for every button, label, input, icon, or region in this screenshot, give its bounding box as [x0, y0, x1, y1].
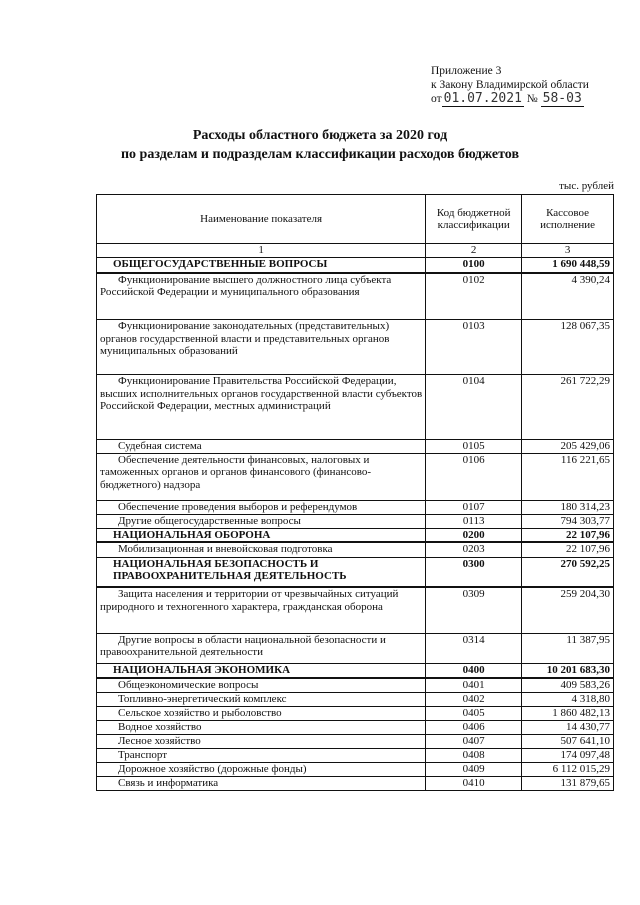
table-row: [97, 273, 614, 320]
column-number-row: [97, 244, 614, 258]
appendix-line-1: Приложение 3: [431, 65, 502, 77]
row-name-cell: Водное хозяйство: [97, 720, 426, 734]
row-value-cell: 174 097,48: [522, 748, 614, 762]
row-value-cell: 10 201 683,30: [522, 663, 614, 678]
table-row: [97, 500, 614, 514]
row-value-cell: 409 583,26: [522, 678, 614, 692]
row-code-cell: 0104: [426, 375, 522, 440]
row-name-cell: Транспорт: [97, 748, 426, 762]
row-code-cell: 0107: [426, 500, 522, 514]
header-row: [97, 195, 614, 244]
section-row: [97, 258, 614, 273]
table-row: [97, 748, 614, 762]
row-code-cell: 0100: [426, 258, 522, 273]
table-row: [97, 762, 614, 776]
row-value-cell: 259 204,30: [522, 587, 614, 633]
table-body: [97, 258, 614, 791]
row-code-cell: 0401: [426, 678, 522, 692]
row-value-cell: 22 107,96: [522, 528, 614, 542]
table-row: [97, 776, 614, 790]
row-code-cell: 0106: [426, 453, 522, 500]
table-row: [97, 587, 614, 633]
row-value-cell: 1 690 448,59: [522, 258, 614, 273]
appendix-line-2: к Закону Владимирской области: [431, 79, 589, 91]
row-value-cell: 116 221,65: [522, 453, 614, 500]
row-name-cell: Защита населения и территории от чрезвычайных ситуаций природного и техногенного характера, гражданская оборона: [97, 587, 426, 633]
row-name-cell: Функционирование законодательных (представительных) органов государственной власти и представительных органов муниципальных образований: [97, 320, 426, 375]
row-name-cell: Другие вопросы в области национальной безопасности и правоохранительной деятельности: [97, 633, 426, 663]
table-row: [97, 542, 614, 557]
row-name-cell: НАЦИОНАЛЬНАЯ ОБОРОНА: [97, 528, 426, 542]
row-code-cell: 0113: [426, 514, 522, 528]
row-value-cell: 261 722,29: [522, 375, 614, 440]
row-code-cell: 0309: [426, 587, 522, 633]
column-number-3: 3: [522, 244, 614, 258]
row-value-cell: 4 318,80: [522, 692, 614, 706]
row-code-cell: 0200: [426, 528, 522, 542]
table-row: [97, 720, 614, 734]
section-row: [97, 557, 614, 587]
row-value-cell: 794 303,77: [522, 514, 614, 528]
budget-table: [96, 194, 614, 791]
row-code-cell: 0410: [426, 776, 522, 790]
column-number-2: 2: [426, 244, 522, 258]
row-value-cell: 14 430,77: [522, 720, 614, 734]
table-row: [97, 633, 614, 663]
row-code-cell: 0409: [426, 762, 522, 776]
row-name-cell: Мобилизационная и вневойсковая подготовка: [97, 542, 426, 557]
section-row: [97, 663, 614, 678]
table-row: [97, 440, 614, 454]
table-row: [97, 678, 614, 692]
row-name-cell: Дорожное хозяйство (дорожные фонды): [97, 762, 426, 776]
row-code-cell: 0406: [426, 720, 522, 734]
row-value-cell: 270 592,25: [522, 557, 614, 587]
row-name-cell: Судебная система: [97, 440, 426, 454]
row-name-cell: Функционирование Правительства Российской Федерации, высших исполнительных органов государственной власти субъектов Российской Федерации, местных администраций: [97, 375, 426, 440]
row-code-cell: 0300: [426, 557, 522, 587]
header-name: Наименование показателя: [97, 195, 426, 244]
row-value-cell: 507 641,10: [522, 734, 614, 748]
row-code-cell: 0407: [426, 734, 522, 748]
row-value-cell: 1 860 482,13: [522, 706, 614, 720]
row-code-cell: 0400: [426, 663, 522, 678]
table-row: [97, 734, 614, 748]
appendix-date: 01.07.2021: [443, 91, 522, 106]
appendix-number: 58-03: [542, 91, 582, 106]
units-label: тыс. рублей: [559, 180, 614, 192]
row-code-cell: 0408: [426, 748, 522, 762]
title-line-1: Расходы областного бюджета за 2020 год: [192, 128, 448, 143]
section-row: [97, 528, 614, 542]
row-value-cell: 128 067,35: [522, 320, 614, 375]
row-name-cell: Обеспечение проведения выборов и референдумов: [97, 500, 426, 514]
row-code-cell: 0203: [426, 542, 522, 557]
table-row: [97, 375, 614, 440]
row-code-cell: 0314: [426, 633, 522, 663]
header-code: Код бюджетной классификации: [426, 195, 522, 244]
column-number-1: 1: [97, 244, 426, 258]
table-row: [97, 320, 614, 375]
row-name-cell: НАЦИОНАЛЬНАЯ ЭКОНОМИКА: [97, 663, 426, 678]
row-value-cell: 6 112 015,29: [522, 762, 614, 776]
row-name-cell: Лесное хозяйство: [97, 734, 426, 748]
appendix-prefix: от: [431, 93, 442, 105]
table-row: [97, 706, 614, 720]
row-name-cell: Связь и информатика: [97, 776, 426, 790]
row-name-cell: ОБЩЕГОСУДАРСТВЕННЫЕ ВОПРОСЫ: [97, 258, 426, 273]
row-name-cell: Общеэкономические вопросы: [97, 678, 426, 692]
row-code-cell: 0402: [426, 692, 522, 706]
table-row: [97, 514, 614, 528]
row-value-cell: 205 429,06: [522, 440, 614, 454]
row-value-cell: 180 314,23: [522, 500, 614, 514]
title-line-2: по разделам и подразделам классификации расходов бюджетов: [120, 147, 520, 162]
number-sign: №: [526, 93, 538, 105]
row-name-cell: Обеспечение деятельности финансовых, налоговых и таможенных органов и органов финансового (финансово-бюджетного) надзора: [97, 453, 426, 500]
row-name-cell: Функционирование высшего должностного лица субъекта Российской Федерации и муниципального образования: [97, 273, 426, 320]
header-value: Кассовое исполнение: [522, 195, 614, 244]
row-value-cell: 11 387,95: [522, 633, 614, 663]
row-name-cell: Топливно-энергетический комплекс: [97, 692, 426, 706]
row-name-cell: Другие общегосударственные вопросы: [97, 514, 426, 528]
row-code-cell: 0103: [426, 320, 522, 375]
appendix-block: [431, 64, 589, 106]
document-title: [0, 126, 640, 164]
row-value-cell: 131 879,65: [522, 776, 614, 790]
row-value-cell: 22 107,96: [522, 542, 614, 557]
row-code-cell: 0405: [426, 706, 522, 720]
table-row: [97, 692, 614, 706]
appendix-line-3: [431, 92, 589, 106]
table-row: [97, 453, 614, 500]
row-code-cell: 0102: [426, 273, 522, 320]
row-value-cell: 4 390,24: [522, 273, 614, 320]
row-name-cell: НАЦИОНАЛЬНАЯ БЕЗОПАСНОСТЬ И ПРАВООХРАНИТЕЛЬНАЯ ДЕЯТЕЛЬНОСТЬ: [97, 557, 426, 587]
row-code-cell: 0105: [426, 440, 522, 454]
row-name-cell: Сельское хозяйство и рыболовство: [97, 706, 426, 720]
